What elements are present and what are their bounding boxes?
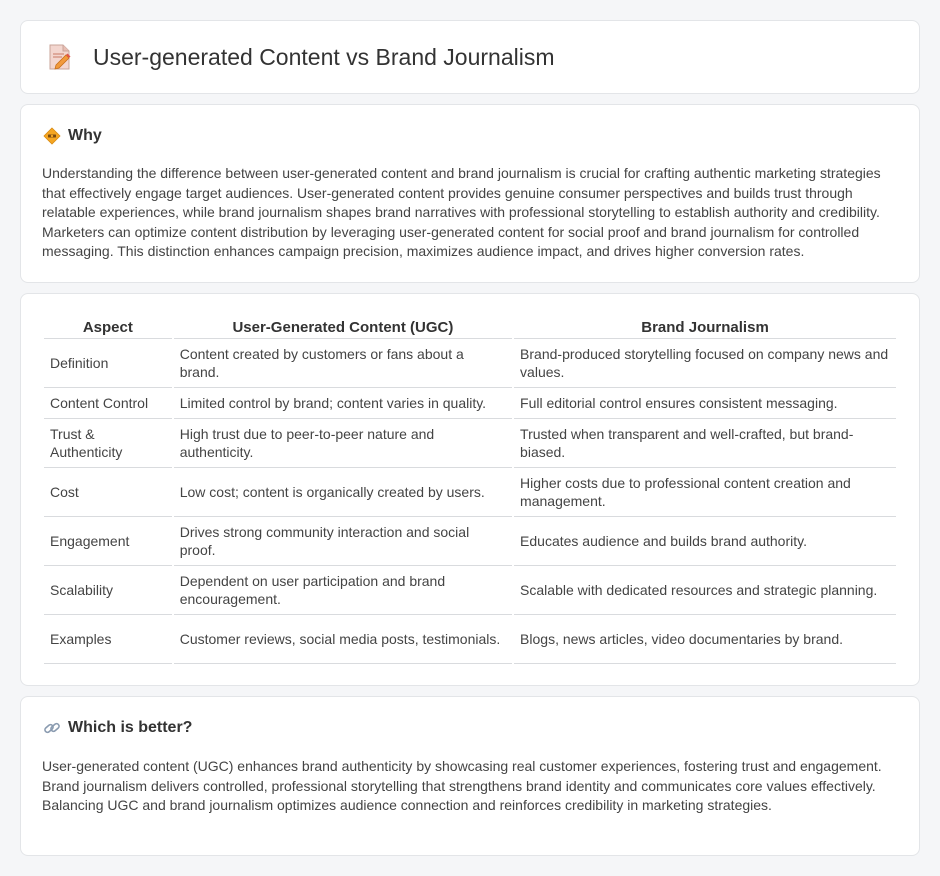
table-header-row [44,316,896,339]
table-row [44,388,896,419]
why-heading: Why [68,127,102,144]
row-aspect: Examples [44,615,172,664]
better-heading-row [43,719,192,737]
table-row [44,517,896,566]
row-ugc: Limited control by brand; content varies in quality. [174,388,512,419]
comparison-section [20,293,920,686]
better-text: User-generated content (UGC) enhances brand authenticity by showcasing real customer experiences, fostering trust and engagement. Brand journalism delivers controlled, professional storytelling that strengthens brand identity and communicates core values effectively. Balancing UGC and brand journalism optimizes audience connection and reinforces credibility in marketing strategies. [42,758,882,814]
title-card [20,20,920,94]
row-aspect: Content Control [44,388,172,419]
link-icon [43,719,61,737]
row-brand-journalism: Scalable with dedicated resources and strategic planning. [514,566,896,615]
header-brand-journalism: Brand Journalism [514,316,896,339]
why-text: Understanding the difference between user-generated content and brand journalism is crucial for crafting authentic marketing strategies that effectively engage target audiences. User-generated content provides genuine consumer perspectives and builds trust through relatable experiences, while brand journalism shapes brand narratives with professional storytelling to establish authority and credibility. Marketers can optimize content distribution by leveraging user-generated content for social proof and brand journalism for controlled messaging. This distinction enhances campaign precision, maximizes audience impact, and drives higher conversion rates. [42,165,881,260]
row-aspect: Cost [44,468,172,517]
row-ugc: Low cost; content is organically created by users. [174,468,512,517]
row-aspect: Trust & Authenticity [44,419,172,468]
row-brand-journalism: Educates audience and builds brand authority. [514,517,896,566]
table-row [44,615,896,664]
row-ugc: Dependent on user participation and brand encouragement. [174,566,512,615]
diamond-sign-icon [43,127,61,145]
header-aspect: Aspect [44,316,172,339]
row-aspect: Definition [44,339,172,388]
why-heading-row [43,127,102,145]
row-ugc: Drives strong community interaction and social proof. [174,517,512,566]
row-brand-journalism: Higher costs due to professional content creation and management. [514,468,896,517]
row-aspect: Engagement [44,517,172,566]
row-ugc: Customer reviews, social media posts, testimonials. [174,615,512,664]
row-brand-journalism: Brand-produced storytelling focused on company news and values. [514,339,896,388]
table-row [44,339,896,388]
header-ugc: User-Generated Content (UGC) [174,316,512,339]
comparison-table [42,316,898,664]
row-brand-journalism: Blogs, news articles, video documentaries by brand. [514,615,896,664]
better-heading: Which is better? [68,719,193,736]
document-pencil-icon [47,43,73,71]
row-brand-journalism: Full editorial control ensures consistent messaging. [514,388,896,419]
row-aspect: Scalability [44,566,172,615]
why-section [20,104,920,283]
title-row [47,43,555,71]
table-row [44,566,896,615]
table-row [44,468,896,517]
row-ugc: High trust due to peer-to-peer nature and authenticity. [174,419,512,468]
table-row [44,419,896,468]
which-is-better-section [20,696,920,856]
row-brand-journalism: Trusted when transparent and well-crafted, but brand-biased. [514,419,896,468]
row-ugc: Content created by customers or fans about a brand. [174,339,512,388]
page-title: User-generated Content vs Brand Journalism [93,43,555,70]
